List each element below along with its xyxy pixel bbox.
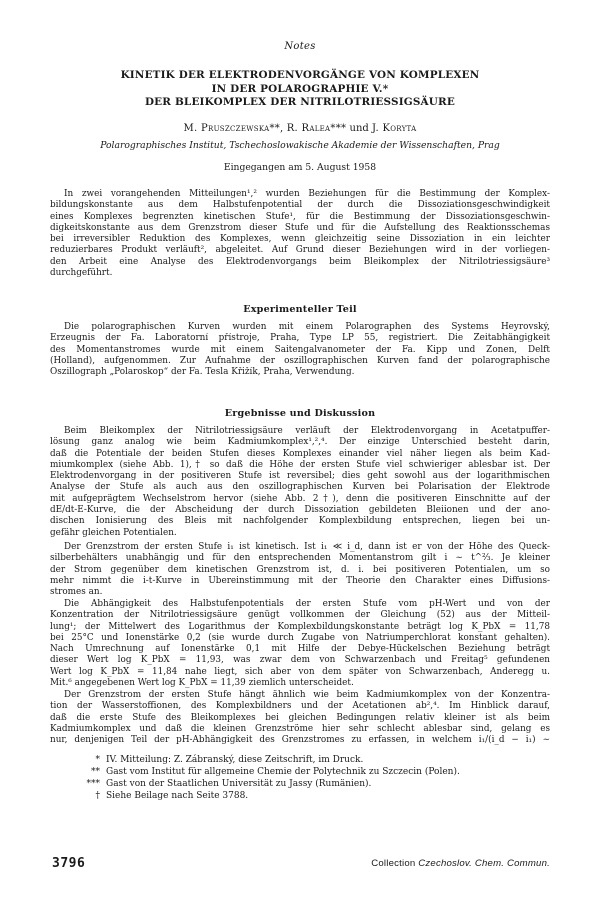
text-line: stromes an. (50, 587, 103, 598)
text-line: den Arbeit eine Analyse des Elektrodenvorgangs beim Bleikomplex der Nitrilotriessigsäure³ (50, 256, 550, 267)
text-line: lösung ganz analog wie beim Kadmiumkomplex¹,²,⁴. Der einzige Unterschied besteht darin, (50, 437, 550, 448)
results-paragraph (50, 690, 550, 746)
text-line: Analyse der Stufe als auch aus den oszillographischen Kurven bei Polarisation der Elektrode (50, 482, 550, 493)
text-line: daß die Potentiale der beiden Stufen dieses Komplexes einander viel näher liegen als beim Kad- (50, 448, 550, 459)
text-line: tion der Wasserstoffionen, des Komplexbildners und der Acetationen ab²,⁴. Im Hinblick darauf, (50, 701, 550, 712)
text-line: Wert log K_PbX = 11,84 nahe liegt, sich aber von dem später von Schwarzenbach, Anderegg u. (50, 666, 550, 677)
text-line: bildungskonstante aus dem Halbstufenpotential der durch die Dissoziationsgeschwindigkeit (50, 200, 550, 211)
footnote-mark: *** (86, 779, 100, 789)
text-line: Mit.⁶ angegebenen Wert log K_PbX = 11,39 ziemlich unterscheidet. (50, 678, 354, 689)
author-line (60, 123, 540, 134)
intro-paragraph (50, 189, 550, 279)
footnote (78, 790, 548, 802)
text-line: miumkomplex (siehe Abb. 1),† so daß die Höhe der ersten Stufe viel schwieriger ablesbar ist. Der (50, 459, 550, 470)
received-date: Eingegangen am 5. August 1958 (223, 162, 377, 173)
text-line: reduzierbares Produkt verläuft², abgeleitet. Auf Grund dieser Beziehungen wird in der vorliegen- (50, 245, 550, 256)
section-heading: Ergebnisse und Diskussion (224, 408, 376, 419)
text-line: Elektrodenvorgang in der positiveren Stufe ist reversibel; dies geht sowohl aus der logarithmischen (50, 471, 550, 482)
page-number: 3796 (52, 856, 86, 871)
section-heading: Experimenteller Teil (243, 304, 357, 315)
journal-title: Czechoslov. Chem. Commun. (418, 858, 550, 869)
article-title (60, 69, 540, 110)
text-line: bei 25°C und Ionenstärke 0,2 (sie wurde durch Zugabe von Natriumperchlorat konstant gehalten). (50, 632, 550, 643)
text-line: lung¹; der Mittelwert des Logarithmus der Komplexbildungskonstante beträgt log K_PbX = 11,78 (50, 621, 550, 632)
text-line: Nach Umrechnung auf Ionenstärke 0,1 mit Hilfe der Debye-Hückelschen Beziehung beträgt (50, 644, 550, 655)
text-line: des Momentanstromes wurde mit einem Saitengalvanometer der Fa. Kipp und Zonen, Delft (50, 344, 550, 355)
footnote-mark: † (95, 791, 100, 801)
author-name: R. Ralea*** (286, 123, 347, 134)
text-line: dE/dt-E-Kurve, die der Abscheidung der durch Dissoziation gebildeten Bleiionen und der ano- (50, 505, 550, 516)
footnote (78, 754, 548, 766)
text-line: nur, denjenigen Teil der pH-Abhängigkeit des Grenzstromes zu erfassen, in welchem i₁/(i_d − i₁) ∼ (50, 735, 550, 746)
author-name: M. Pruszczewska**, (183, 123, 284, 134)
text-line: Kadmiumkomplex und daß die kleinen Grenzströme hier sehr schlecht ablesbar sind, gelang es (50, 723, 550, 734)
text-line: Konzentration der Nitrilotriessigsäure genügt vollkommen der Gleichung (52) aus der Mitteil- (50, 610, 550, 621)
footnote-text: IV. Mitteilung: Z. Zábranský, diese Zeitschrift, im Druck. (106, 755, 364, 765)
text-line: Oszillograph „Polaroskop“ der Fa. Tesla Křižík, Praha, Verwendung. (50, 367, 355, 378)
running-head: Notes (284, 41, 316, 52)
text-line: In zwei vorangehenden Mitteilungen¹,² wurden Beziehungen für die Bestimmung der Komplex- (64, 189, 550, 199)
text-line: bei irreversibler Reduktion des Komplexes, wenn gleichzeitig seine Dissoziation in ein leichter (50, 234, 550, 245)
journal-name (371, 858, 550, 869)
author-name: J. Koryta (371, 123, 417, 134)
text-line: der Strom gegenüber dem kinetischen Grenzstrom ist, d. i. bei positiveren Potentialen, um so (50, 564, 550, 575)
text-line: mit aufgeprägtem Wechselstrom hervor (siehe Abb. 2†), denn die positiveren Einschnitte auf der (50, 493, 550, 504)
text-line: Die polarographischen Kurven wurden mit einem Polarographen des Systems Heyrovský, (64, 322, 550, 332)
results-paragraph (50, 599, 550, 689)
journal-prefix: Collection (371, 858, 416, 869)
footnote-text: Siehe Beilage nach Seite 3788. (106, 791, 249, 801)
text-line: (Holland), aufgenommen. Zur Aufnahme der oszillographischen Kurven fand der polarographische (50, 355, 550, 366)
text-line: dischen Ionisierung des Bleis mit nachfolgender Komplexbildung entsprechen, liegen bei un- (50, 516, 550, 527)
author-affiliation: Polarographisches Institut, Tschechoslowakische Akademie der Wissenschaften, Prag (100, 140, 500, 151)
footnote (78, 778, 548, 790)
footnote-text: Gast vom Institut für allgemeine Chemie der Polytechnik zu Szczecin (Polen). (106, 767, 460, 777)
footnote (78, 766, 548, 778)
text-line: daß die erste Stufe des Bleikomplexes bei gleichen Bedingungen relativ kleiner ist als beim (50, 712, 550, 723)
text-line: durchgeführt. (50, 268, 113, 279)
text-line: Beim Bleikomplex der Nitrilotriessigsäure verläuft der Elektrodenvorgang in Acetatpuffer- (64, 426, 550, 436)
text-line: Der Grenzstrom der ersten Stufe hängt ähnlich wie beim Kadmiumkomplex von der Konzentra- (64, 690, 550, 700)
title-line: IN DER POLAROGRAPHIE V.* (211, 82, 389, 95)
text-line: mehr nimmt die i-t-Kurve in Übereinstimmung mit der Theorie den Charakter eines Diffusions- (50, 575, 550, 586)
author-separator: und (349, 123, 369, 134)
text-line: silberbehälters unabhängig und für den entsprechenden Momentanstrom gilt i ∼ t^⅔. Je kleiner (50, 553, 550, 564)
results-paragraph (50, 426, 550, 539)
footnotes (78, 754, 548, 802)
text-line: Die Abhängigkeit des Halbstufenpotentials der ersten Stufe vom pH-Wert und von der (64, 599, 550, 609)
results-paragraph (50, 542, 550, 598)
footnote-mark: * (95, 755, 100, 765)
text-line: dieser Wert log K_PbX = 11,93, was zwar dem von Schwarzenbach und Freitag⁵ gefundenen (50, 655, 550, 666)
experimental-paragraph (50, 322, 550, 378)
text-line: digkeitskonstante aus dem Grenzstrom dieser Stufe und für die Aufstellung des Reaktionsschemas (50, 222, 550, 233)
title-line: KINETIK DER ELEKTRODENVORGÄNGE VON KOMPLEXEN (120, 69, 480, 81)
title-line: DER BLEIKOMPLEX DER NITRILOTRIESSIGSÄURE (144, 96, 456, 108)
text-line: eines Komplexes begrenzten kinetischen Stufe¹, für die Bestimmung der Dissoziationsgeschwin- (50, 211, 550, 222)
text-line: Erzeugnis der Fa. Laboratorní přístroje, Praha, Type LP 55, registriert. Die Zeitabhängigkeit (50, 333, 550, 344)
footnote-text: Gast von der Staatlichen Universität zu Jassy (Rumänien). (106, 779, 372, 789)
text-line: gefähr gleichen Potentialen. (50, 527, 177, 538)
footnote-mark: ** (91, 767, 100, 777)
text-line: Der Grenzstrom der ersten Stufe i₁ ist kinetisch. Ist i₁ ≪ i_d, dann ist er von der Höhe des Queck- (64, 542, 550, 552)
